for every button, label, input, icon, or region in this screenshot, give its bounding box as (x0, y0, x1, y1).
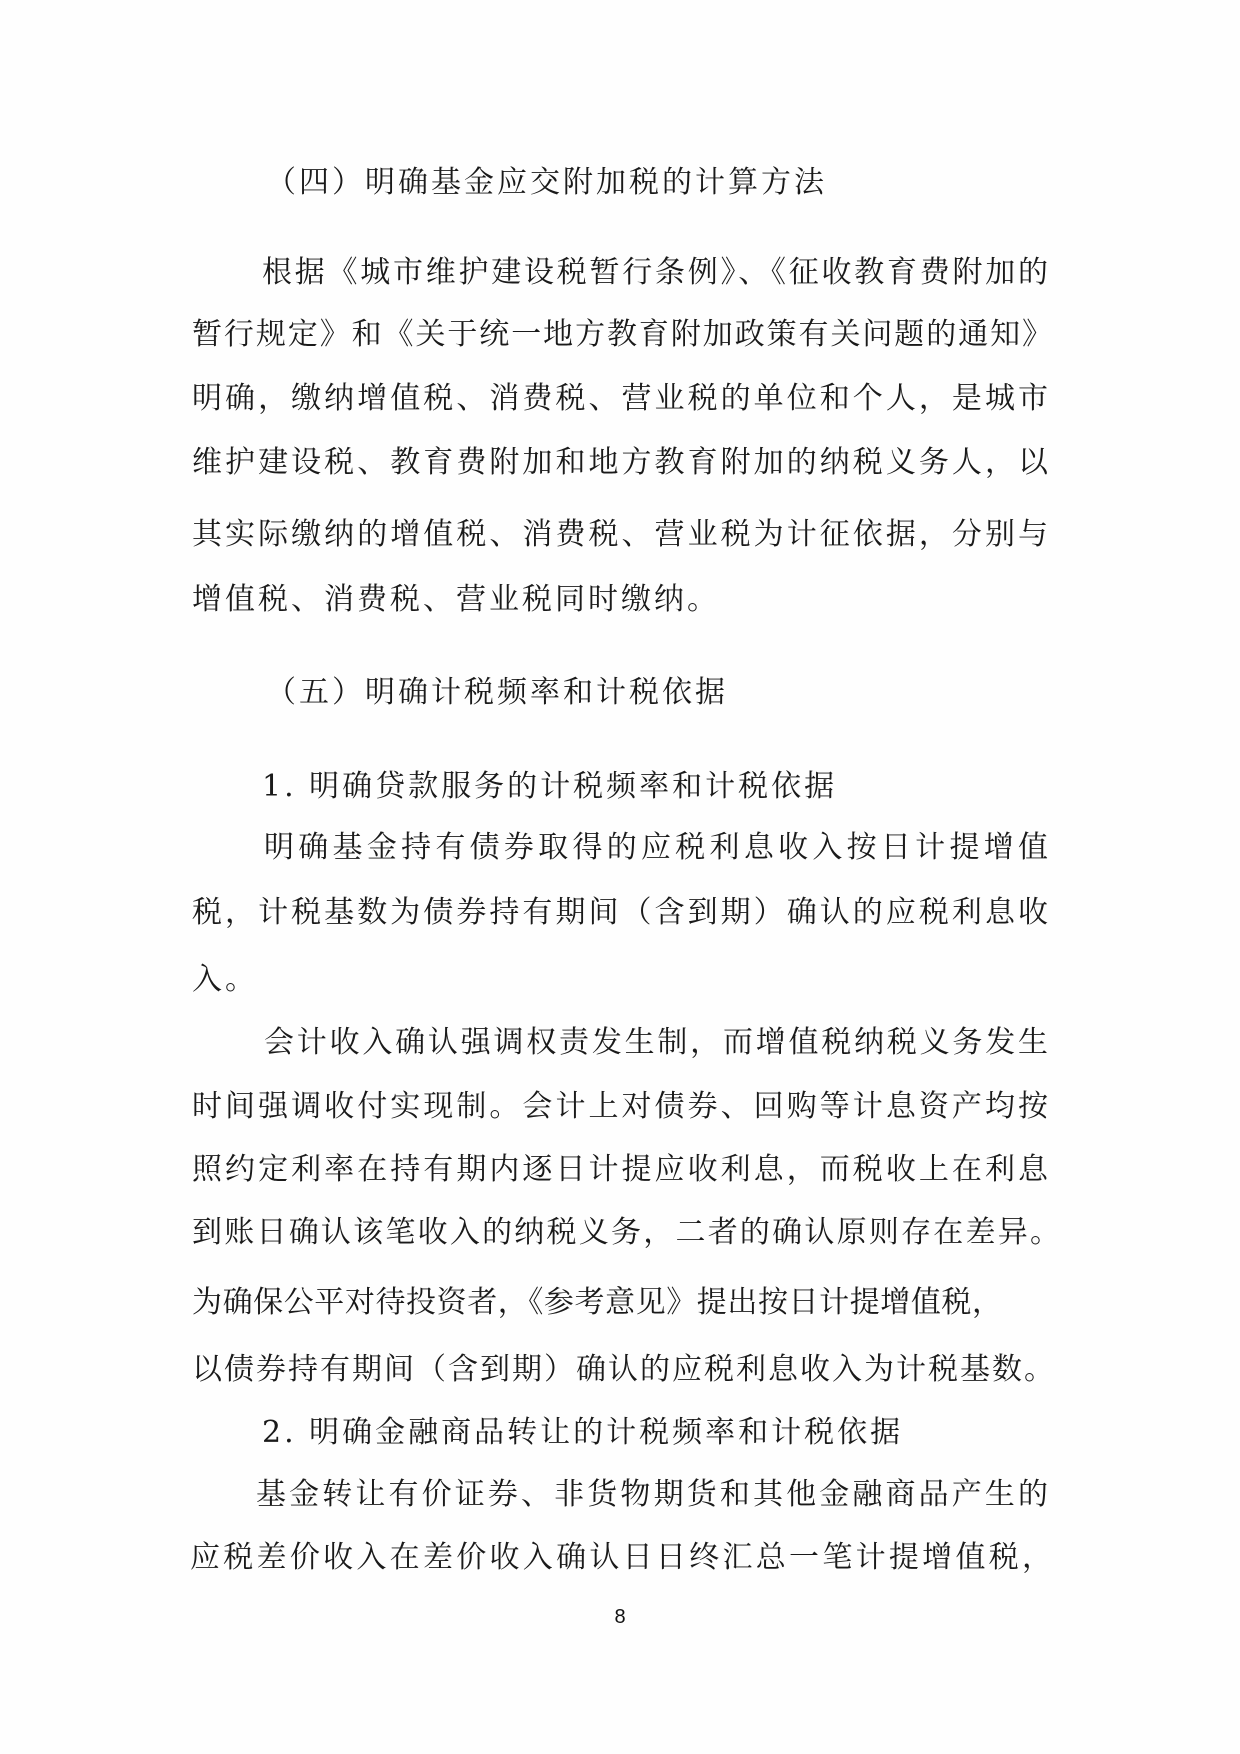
paragraph-line: 根据《城市维护建设税暂行条例》、《征收教育费附加的 (262, 255, 1051, 290)
paragraph-line: 明确基金持有债券取得的应税利息收入按日计提增值 (264, 830, 1053, 865)
paragraph-line: 以债券持有期间（含到期）确认的应税利息收入为计税基数。 (192, 1352, 1056, 1387)
paragraph-line: 明确，缴纳增值税、消费税、营业税的单位和个人，是城市 (192, 381, 1052, 416)
paragraph-line: 入。 (192, 962, 258, 997)
page-number: 8 (614, 1606, 626, 1628)
paragraph-line: 其实际缴纳的增值税、消费税、营业税为计征依据，分别与 (192, 517, 1052, 552)
paragraph-line: 照约定利率在持有期内逐日计提应收利息，而税收上在利息 (192, 1152, 1052, 1187)
subsection-heading-1: 1. 明确贷款服务的计税频率和计税依据 (262, 769, 838, 804)
paragraph-line: 税，计税基数为债券持有期间（含到期）确认的应税利息收 (192, 895, 1052, 930)
paragraph-line: 暂行规定》和《关于统一地方教育附加政策有关问题的通知》 (192, 317, 1054, 352)
paragraph-line: 应税差价收入在差价收入确认日日终汇总一笔计提增值税， (190, 1540, 1056, 1575)
subsection-heading-2: 2. 明确金融商品转让的计税频率和计税依据 (262, 1415, 904, 1450)
paragraph-line: 到账日确认该笔收入的纳税义务，二者的确认原则存在差异。 (192, 1215, 1063, 1250)
paragraph-line: 时间强调收付实现制。会计上对债券、回购等计息资产均按 (192, 1089, 1052, 1124)
section-heading-5: （五）明确计税频率和计税依据 (266, 675, 728, 710)
paragraph-line: 为确保公平对待投资者，《参考意见》提出按日计提增值税， (192, 1285, 1003, 1320)
section-heading-4: （四）明确基金应交附加税的计算方法 (266, 165, 827, 200)
paragraph-line: 基金转让有价证券、非货物期货和其他金融商品产生的 (256, 1477, 1052, 1512)
paragraph-line: 会计收入确认强调权责发生制，而增值税纳税义务发生 (264, 1025, 1051, 1060)
paragraph-line: 增值税、消费税、营业税同时缴纳。 (192, 582, 720, 617)
paragraph-line: 维护建设税、教育费附加和地方教育附加的纳税义务人，以 (192, 445, 1052, 480)
